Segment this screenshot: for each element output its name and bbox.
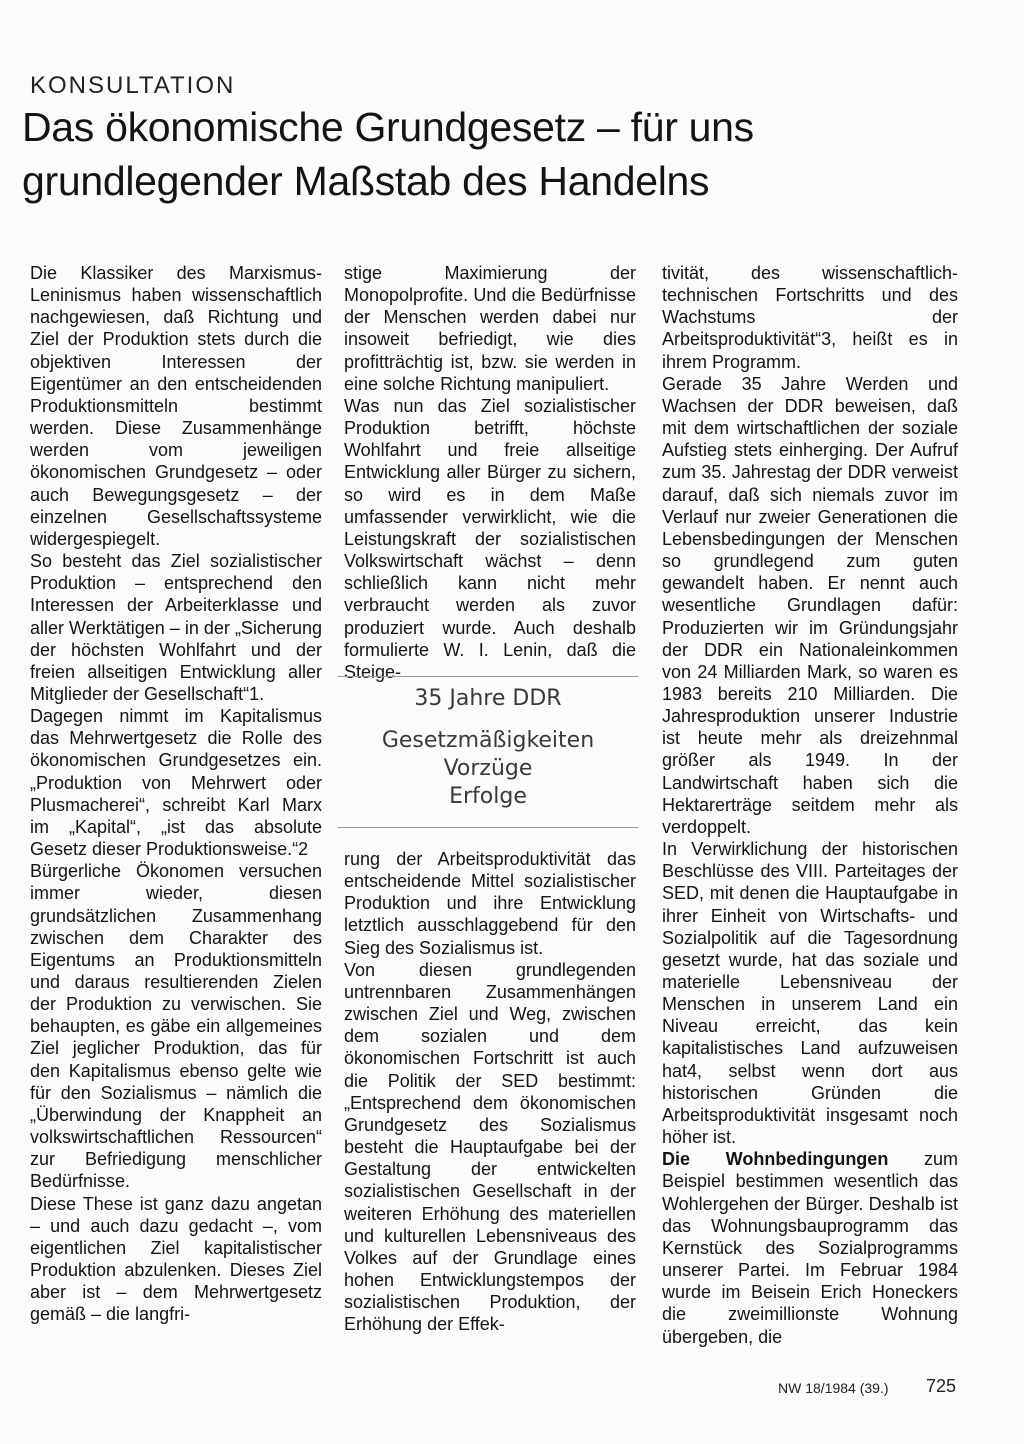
text-column-2 [344,262,636,683]
paragraph: Die Klassiker des Marxismus-Leninismus haben wissenschaftlich nachgewiesen, daß Richtung und Ziel der Produktion stets durch die objektiven Interessen der Eigentümer an den entscheidenden Produktionsmitteln bestimmt werden. Diese Zusammenhänge werden vom jeweiligen ökonomischen Grundgesetz – oder auch Bewegungsgesetz – der einzelnen Gesellschaftssysteme widergespiegelt. [30,263,322,549]
text-column-3 [662,262,958,1348]
paragraph-text: zum Beispiel bestimmen wesentlich das Wohlergehen der Bürger. Deshalb ist das Wohnungsbauprogramm das Kernstück des Sozialprogramms unserer Partei. Im Februar 1984 wurde im Beisein Erich Honeckers die zweimillionste Wohnung übergeben, die [662,1149,958,1347]
paragraph: stige Maximierung der Monopolprofite. Und die Bedürfnisse der Menschen werden dabei nur insoweit befriedigt, wie dies profitträchtig ist, bzw. sie werden in eine solche Richtung manipuliert. [344,263,636,394]
paragraph: In Verwirklichung der historischen Beschlüsse des VIII. Parteitages der SED, mit denen die Hauptaufgabe in ihrer Einheit von Wirtschafts- und Sozialpolitik auf die Tagesordnung gesetzt wurde, hat das soziale und materielle Lebensniveau der Menschen in unserem Land ein Niveau erreicht, das kein kapitalistisches Land aufzuweisen hat4, selbst wenn dort aus historischen Gründen die Arbeitsproduktivität insgesamt noch höher ist. [662,839,958,1148]
inset-box [338,676,638,828]
paragraph: rung der Arbeitsproduktivität das entscheidende Mittel sozialistischer Produktion und ihre Entwicklung letztlich ausschlaggebend für den Sieg des Sozialismus ist. [344,849,636,958]
paragraph: Was nun das Ziel sozialistischer Produktion betrifft, höchste Wohlfahrt und freie allseitige Entwicklung aller Bürger zu sichern, so wird es in dem Maße umfassender verwirklicht, wie die Leistungskraft der sozialistischen Volkswirtschaft wächst – denn schließlich kann nicht mehr verbraucht werden als zuvor produziert wurde. Auch deshalb formulierte W. I. Lenin, daß die Steige- [344,395,636,682]
paragraph: Diese These ist ganz dazu angetan – und auch dazu gedacht –, vom eigentlichen Ziel kapitalistischer Produktion abzulenken. Dieses Ziel aber ist – dem Mehrwertgesetz gemäß – die langfri- [30,1193,322,1325]
text-column-1 [30,262,322,1326]
paragraph: Bürgerliche Ökonomen versuchen immer wieder, diesen grundsätzlichen Zusammenhang zwischen dem Charakter des Eigentums an Produktionsmitteln und daraus resultierenden Zielen der Produktion zu verwischen. Sie behaupten, es gäbe ein allgemeines Ziel jeglicher Produktion, das für den Kapitalismus ebenso gelte wie für den Sozialismus – nämlich die „Überwindung der Knappheit an volkswirtschaftlichen Ressourcen“ zur Befriedigung menschlicher Bedürfnisse. [30,861,322,1192]
rubric-label: KONSULTATION [30,72,236,99]
issue-reference: NW 18/1984 (39.) [778,1380,889,1396]
paragraph: So besteht das Ziel sozialistischer Produktion – entsprechend den Interessen der Arbeiterklasse und aller Werktätigen – in der „Sicherung der höchsten Wohlfahrt und der freien allseitigen Entwicklung aller Mitglieder der Gesellschaft“1. [30,551,322,704]
paragraph: Dagegen nimmt im Kapitalismus das Mehrwertgesetz die Rolle des ökonomischen Grundgesetzes ein. „Produktion von Mehrwert oder Plusmacherei“, schreibt Karl Marx im „Kapital“, „ist das absolute Gesetz dieser Produktionsweise.“2 [30,706,322,860]
page-number: 725 [926,1376,957,1396]
bold-lead-in: Die Wohnbedingungen [662,1149,889,1170]
inset-line-title: 35 Jahre DDR [414,686,562,711]
paragraph: tivität, des wissenschaftlich-technischen Fortschritts und des Wachstums der Arbeitsproduktivität“3, heißt es in ihrem Programm. [662,263,958,372]
inset-line: Gesetzmäßigkeiten [381,728,595,753]
article-title: Das ökonomische Grundgesetz – für uns grundlegender Maßstab des Handelns [22,104,754,204]
inset-line: Vorzüge [443,756,533,781]
paragraph [662,1148,958,1347]
paragraph: Gerade 35 Jahre Werden und Wachsen der DDR beweisen, daß mit dem wirtschaftlichen der soziale Aufstieg stets einherging. Der Aufruf zum 35. Jahrestag der DDR verweist darauf, daß sich niemals zuvor im Verlauf nur zweier Generationen die Lebensbedingungen der Menschen so grundlegend zum guten gewandelt haben. Er nennt auch wesentliche Grundlagen dafür: Produzierten wir im Gründungsjahr der DDR ein Nationaleinkommen von 24 Milliarden Mark, so waren es 1983 bereits 210 Milliarden. Die Jahresproduktion unserer Industrie ist heute mehr als dreizehnmal größer als 1949. In der Landwirtschaft haben sich die Hektarerträge seitdem mehr als verdoppelt. [662,373,958,837]
text-column-2-continued [344,848,636,1335]
inset-line: Erfolge [449,784,527,809]
paragraph: Von diesen grundlegenden untrennbaren Zusammenhängen zwischen Ziel und Weg, zwischen dem sozialen und dem ökonomischen Fortschritt ist auch die Politik der SED bestimmt: „Entsprechend dem ökonomischen Grundgesetz des Sozialismus besteht die Hauptaufgabe bei der Gestaltung der entwickelten sozialistischen Gesellschaft in der weiteren Erhöhung des materiellen und kulturellen Lebensniveaus des Volkes auf der Grundlage eines hohen Entwicklungstempos der sozialistischen Produktion, der Erhöhung der Effek- [344,959,636,1335]
